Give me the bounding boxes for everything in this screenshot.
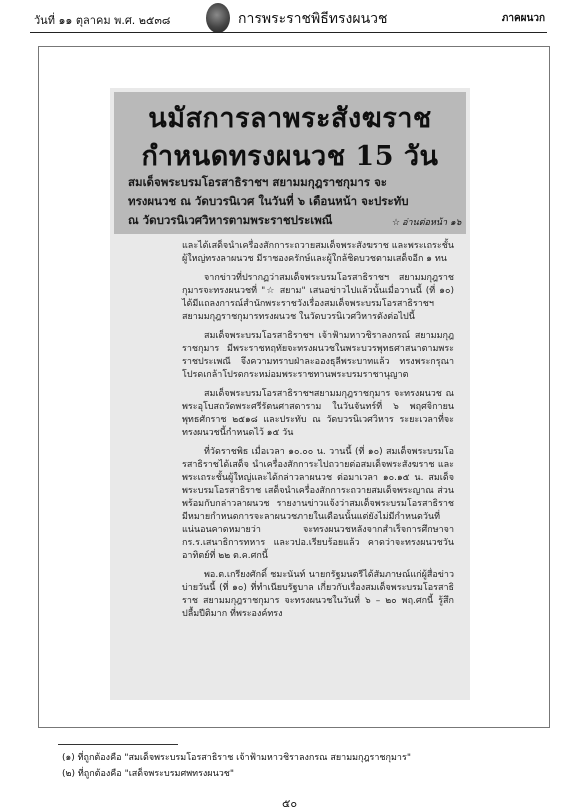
article-paragraph: และได้เสด็จนำเครื่องสักการะถวายสมเด็จพระสังฆราช และพระเถระชั้นผู้ใหญ่ทรงลาผนวช มีราชองครักษ์และผู้ใกล้ชิดบวชตามเสด็จอีก ๑ ทน: [182, 241, 454, 264]
subheadline-line-3: ณ วัดบวรนิเวศวิหารตามพระราชประเพณี: [128, 213, 333, 227]
footnote-rule: [58, 744, 178, 745]
subheadline-line-1: สมเด็จพระบรมโอรสาธิราชฯ สยามมกุฎราชกุมาร จะ: [128, 175, 387, 189]
article-paragraph: จากข่าวที่ปรากฏว่าสมเด็จพระบรมโอรสาธิราชฯ สยามมกุฎราชกุมารจะทรงผนวชที่ "☆ สยาม" เสนอข่าวไปแล้วนั้นเมื่อวานนี้ (ที่ ๑๐) ได้มีแถลงการณ์สำนักพระราชวังเรื่องสมเด็จพระบรมโอรสาธิราชฯสยามมกุฎราชกุมารทรงผนวช ในวัดบวรนิเวศวิหารดังต่อไปนี้: [182, 273, 454, 322]
header-rule: [30, 32, 547, 33]
article-paragraph: สมเด็จพระบรมโอรสาธิราชฯสยามมกุฎราชกุมาร จะทรงผนวช ณ พระอุโบสถวัดพระศรีรัตนศาสดาราม ในวันจันทร์ที่ ๖ พฤศจิกายน พุทธศักราช ๒๕๑๘ และประทับ ณ วัดบวรนิเวศวิหาร ระยะเวลาที่จะทรงผนวชนี้กำหนดไว้ ๑๕ วัน: [182, 389, 454, 438]
royal-seal-icon: [206, 3, 230, 33]
article-paragraph: พอ.ต.เกรียงศักดิ์ ชมะนันท์ นายกรัฐมนตรีได้สัมภาษณ์แก่ผู้สื่อข่าวบ่ายวันนี้ (ที่ ๑๐) ที่ทำเนียบรัฐบาล เกี่ยวกับเรื่องสมเด็จพระบรมโอรสาธิราช สยามมกุฎราชกุมาร จะทรงผนวชในวันที่ ๖ – ๒๐ พฤ.ศกนี้ รู้สึกปลื้มปีติมาก ที่พระองค์ทรง: [182, 570, 454, 619]
article-body: [182, 240, 454, 627]
headline-line-1: นมัสการลาพระสังฆราช: [148, 103, 432, 134]
headline-block: [114, 92, 466, 234]
continued-note: [392, 215, 461, 229]
page-number: ๕๐: [282, 797, 298, 810]
article-paragraph: ที่วัดราชพิธ เมื่อเวลา ๑๐.๐๐ น. วานนี้ (ที่ ๑๐) สมเด็จพระบรมโอรสาธิราชได้เสด็จ นำเครื่องสักการะไปถวายต่อสมเด็จพระสังฆราช และพระเถระชั้นผู้ใหญ่และได้กล่าวลาผนวช ต่อมาเวลา ๑๐.๑๕ น. สมเด็จพระบรมโอรสาธิราช เสด็จนำเครื่องสักการะถวายสมเด็จพระญาณ ส่วนพร้อมกับกล่าวลาผนวช รายงานข่าวแจ้งว่าสมเด็จพระบรมโอรสาธิราชมีหมายกำหนดการจะลาผนวชภายในเดือนนั้นแต่ยังไม่มีกำหนดวันที่แน่นอนคาดหมายว่า จะทรงผนวชหลังจากสำเร็จการศึกษาจากร.ร.เสนาธิการทหาร และวปอ.เรียบร้อยแล้ว คาดว่าจะทรงผนวชวันอาทิตย์ที่ ๒๒ ต.ค.ศกนี้: [182, 447, 454, 561]
header-section: ภาคผนวก: [501, 13, 545, 24]
header-title: การพระราชพิธีทรงผนวช: [238, 11, 388, 27]
article-paragraph: สมเด็จพระบรมโอรสาธิราชฯ เจ้าฟ้ามหาวชิราลงกรณ์ สยามมกุฎราชกุมาร มีพระราชหฤทัยจะทรงผนวชในพระบวรพุทธศาสนาตามพระราชประเพณี จึงความทราบฝ่าละอองธุลีพระบาทแล้ว ทรงพระกรุณาโปรดเกล้าโปรดกระหม่อมพระราชทานพระบรมราชานุญาต: [182, 331, 454, 380]
star-icon: ☆: [392, 218, 401, 228]
continued-text: อ่านต่อหน้า ๑๖: [402, 218, 462, 228]
footnote-1: (๑) ที่ถูกต้องคือ "สมเด็จพระบรมโอรสาธิราช เจ้าฟ้ามหาวชิราลงกรณ สยามมกุฎราชกุมาร": [62, 753, 411, 763]
headline-line-2: กำหนดทรงผนวช 15 วัน: [141, 141, 439, 172]
header-date: วันที่ ๑๑ ตุลาคม พ.ศ. ๒๕๓๘: [34, 14, 171, 27]
subheadline-line-2: ทรงผนวช ณ วัดบวรนิเวศ ในวันที่ ๖ เดือนหน้า จะประทับ: [128, 194, 409, 208]
footnote-2: (๒) ที่ถูกต้องคือ "เสด็จพระบรมศพทรงผนวช": [62, 769, 235, 779]
